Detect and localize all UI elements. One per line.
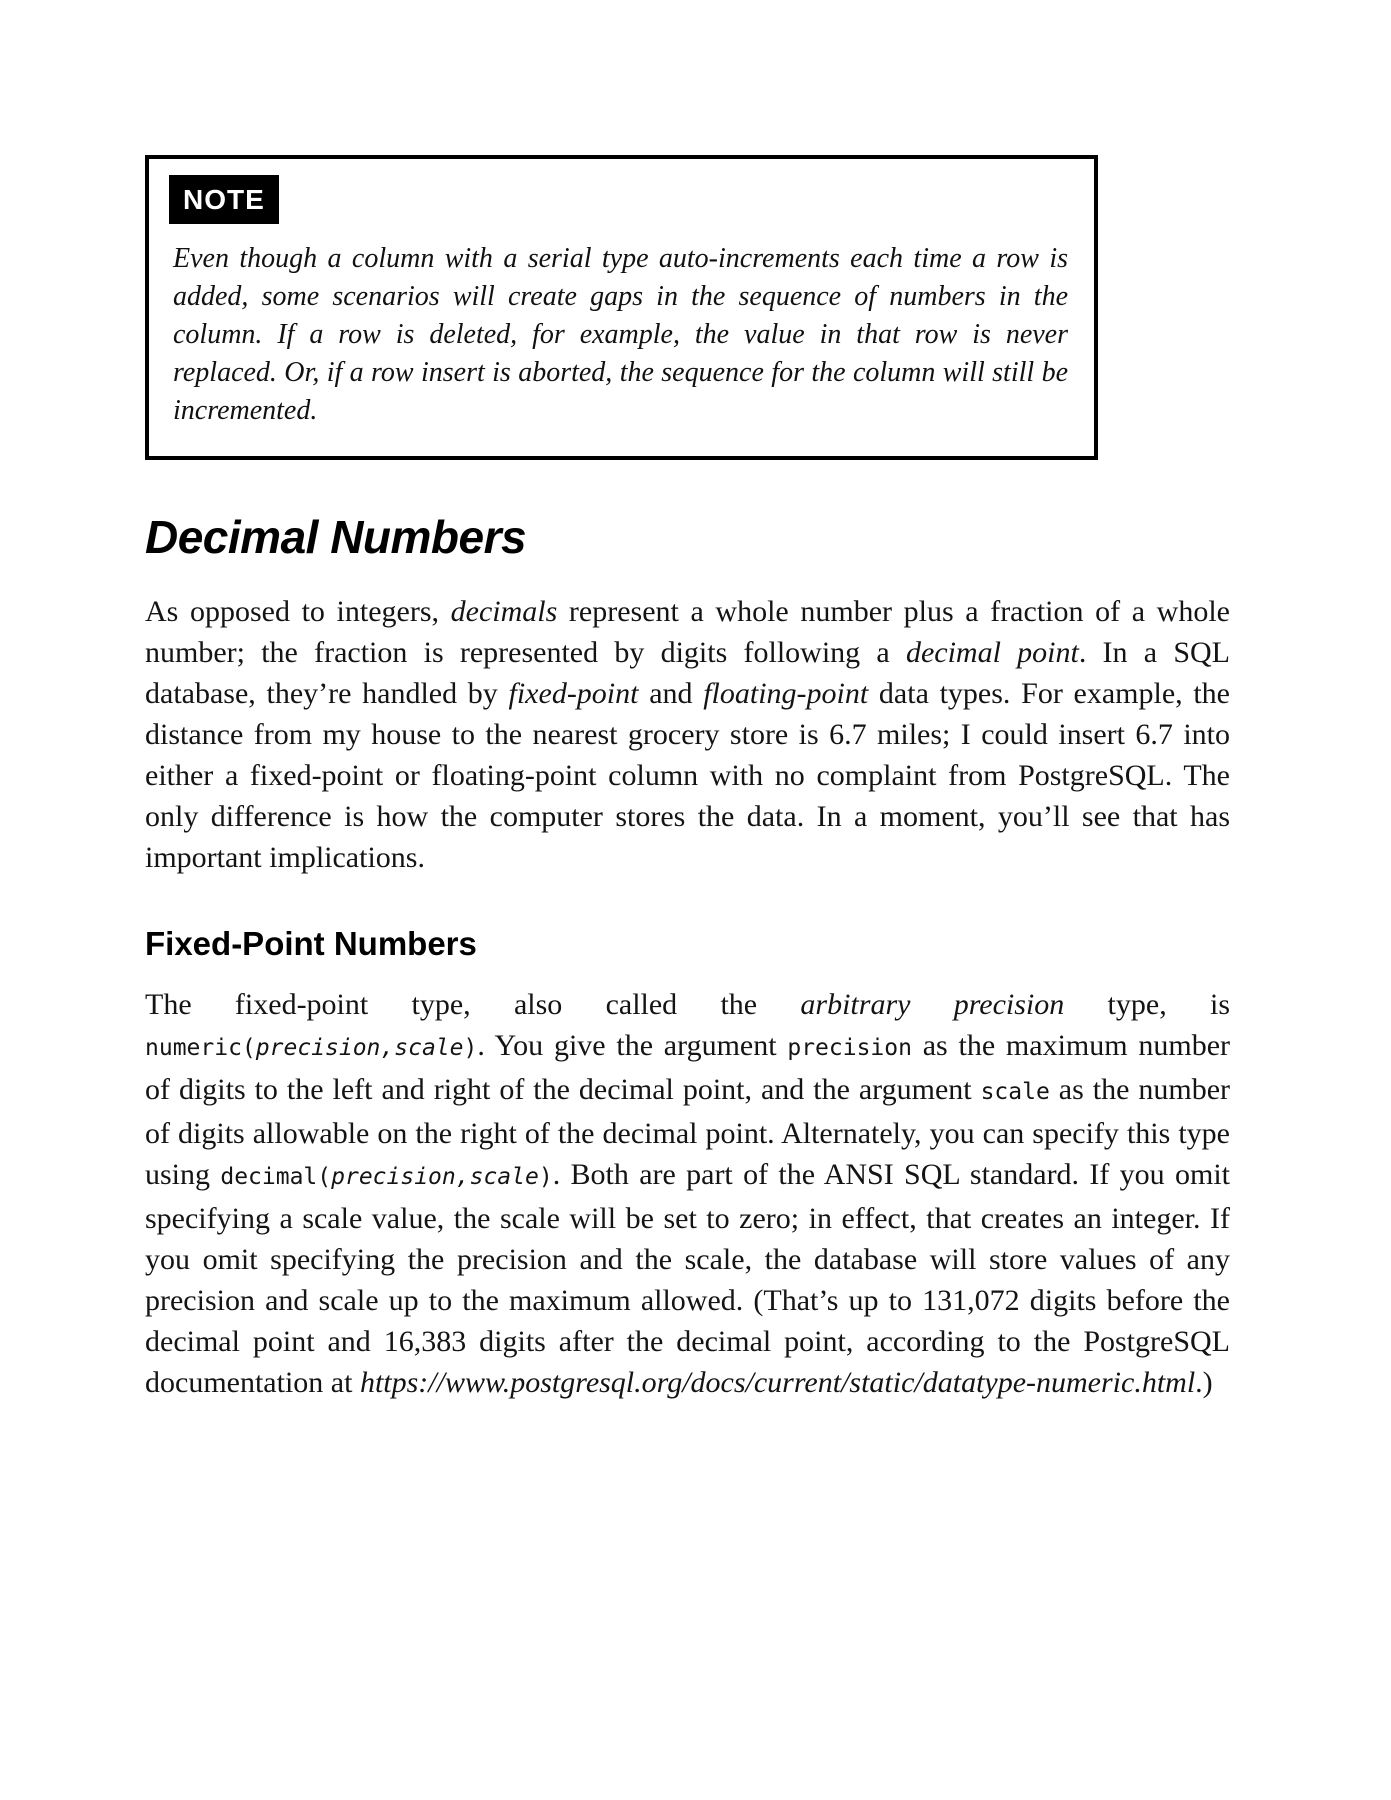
note-label: NOTE (169, 175, 279, 224)
note-box (145, 155, 1098, 460)
section-heading: Decimal Numbers (145, 511, 527, 563)
note-text: Even though a column with a serial type auto-increments each time a row is added, some scenarios will create gaps in the sequence of numbers in the column. If a row is deleted, for example, the value in that row is never replaced. Or, if a row insert is aborted, the sequence for the column will still be incremented. (173, 243, 1068, 426)
subsection-paragraph: The fixed-point type, also called the arbitrary precision type, is numeric(precision,scale). You give the argument precision as the maximum number of digits to the left and right of the decimal point, and the argument scale as the number of digits allowable on the right of the decimal point. Alternately, you can specify this type using decimal(precision,scale). Both are part of the ANSI SQL standard. If you omit specifying a scale value, the scale will be set to zero; in effect, that creates an integer. If you omit specifying the precision and the scale, the database will store values of any precision and scale up to the maximum allowed. (That’s up to 131,072 digits before the decimal point and 16,383 digits after the decimal point, according to the PostgreSQL documentation at https://www.postgresql.org/docs/current/static/datatype-numeric.html.) (145, 987, 1231, 1399)
section-paragraph: As opposed to integers, decimals represent a whole number plus a fraction of a whole number; the fraction is represented by digits following a decimal point. In a SQL database, they’re handled by fixed-point and floating-point data types. For example, the distance from my house to the nearest grocery store is 6.7 miles; I could insert 6.7 into either a fixed-point or floating-point column with no complaint from PostgreSQL. The only difference is how the computer stores the data. In a moment, you’ll see that has important implications. (145, 594, 1230, 874)
subsection-heading: Fixed-Point Numbers (145, 924, 477, 962)
